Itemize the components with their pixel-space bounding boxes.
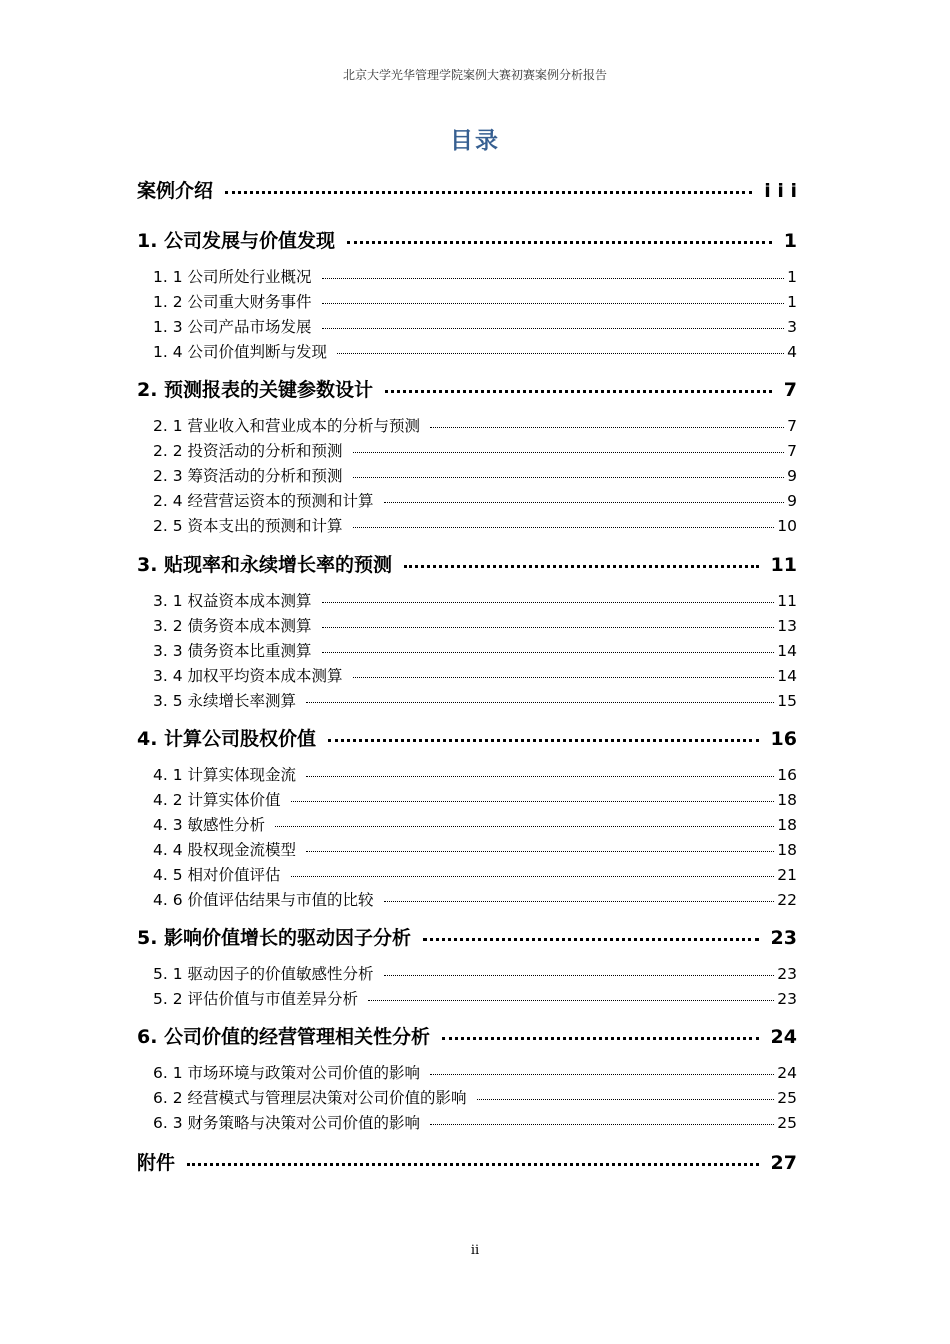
dot-leader [322, 650, 775, 653]
toc-entry-page: 9 [787, 492, 797, 510]
toc-entry-page: 18 [777, 816, 797, 834]
toc-entry-page: 22 [777, 891, 797, 909]
toc-entry-title: 5. 1 驱动因子的价值敏感性分析 [153, 965, 374, 983]
toc-entry[interactable] [137, 375, 797, 402]
toc-entry-page: 7 [787, 442, 797, 460]
toc-entry-page: 11 [770, 554, 797, 576]
toc-entry-page: 1 [783, 230, 797, 252]
toc-entry-title: 3. 3 债务资本比重测算 [153, 642, 312, 660]
toc-entry-title: 4. 2 计算实体价值 [153, 791, 281, 809]
toc-entry-title: 2. 2 投资活动的分析和预测 [153, 442, 343, 460]
toc-entry-page: 7 [783, 379, 797, 401]
toc-entry-page: 13 [777, 617, 797, 635]
dot-leader [328, 736, 758, 742]
toc-entry[interactable] [153, 962, 797, 984]
toc-entry[interactable] [153, 315, 797, 337]
toc-entry[interactable] [153, 439, 797, 461]
dot-leader [291, 799, 775, 802]
page-number: ii [470, 1243, 480, 1258]
toc-entry-page: 9 [787, 467, 797, 485]
toc-entry-title: 2. 4 经营营运资本的预测和计算 [153, 492, 374, 510]
toc-entry[interactable] [153, 589, 797, 611]
toc-entry-title: 1. 1 公司所处行业概况 [153, 268, 312, 286]
toc-entry-title: 2. 1 营业收入和营业成本的分析与预测 [153, 417, 421, 435]
toc-entry[interactable] [137, 1148, 797, 1175]
toc-entry-title: 1. 公司发展与价值发现 [137, 230, 336, 252]
toc-entry-page: 14 [777, 667, 797, 685]
dot-leader [347, 238, 772, 244]
dot-leader [306, 849, 774, 852]
toc-entry-page: 23 [777, 990, 797, 1008]
toc-entry-title: 2. 5 资本支出的预测和计算 [153, 517, 343, 535]
toc-entry-title: 3. 1 权益资本成本测算 [153, 592, 312, 610]
toc-entry[interactable] [153, 987, 797, 1009]
toc-entry[interactable] [153, 788, 797, 810]
toc-entry-page: 25 [777, 1089, 797, 1107]
page-title: 目录 [450, 128, 500, 154]
toc-entry[interactable] [153, 1061, 797, 1083]
dot-leader [322, 600, 775, 603]
toc-entry-page: 3 [787, 318, 797, 336]
dot-leader [430, 1122, 774, 1125]
toc-entry-page: 1 [787, 293, 797, 311]
toc-entry-title: 4. 6 价值评估结果与市值的比较 [153, 891, 374, 909]
toc-entry-title: 1. 2 公司重大财务事件 [153, 293, 312, 311]
toc-entry-title: 3. 4 加权平均资本成本测算 [153, 667, 343, 685]
toc-entry-title: 附件 [137, 1152, 176, 1174]
toc-entry[interactable] [153, 265, 797, 287]
dot-leader [442, 1034, 758, 1040]
toc-entry-title: 1. 4 公司价值判断与发现 [153, 343, 328, 361]
dot-leader [322, 326, 785, 329]
toc-entry-page: 4 [787, 343, 797, 361]
toc-entry-title: 4. 3 敏感性分析 [153, 816, 266, 834]
toc-entry[interactable] [153, 514, 797, 536]
toc-entry-page: 23 [770, 927, 797, 949]
dot-leader [306, 774, 774, 777]
toc-entry-page: 14 [777, 642, 797, 660]
dot-leader [353, 450, 785, 453]
toc-entry-page: 25 [777, 1114, 797, 1132]
toc-entry-title: 3. 5 永续增长率测算 [153, 692, 297, 710]
toc-entry[interactable] [153, 414, 797, 436]
toc-entry[interactable] [137, 176, 797, 203]
toc-entry-page: 24 [777, 1064, 797, 1082]
toc-entry-title: 6. 公司价值的经营管理相关性分析 [137, 1026, 431, 1048]
dot-leader [337, 351, 784, 354]
toc-entry[interactable] [153, 888, 797, 910]
dot-leader [404, 562, 758, 568]
toc-entry-page: 23 [777, 965, 797, 983]
toc-entry-page: 15 [777, 692, 797, 710]
toc-entry[interactable] [153, 664, 797, 686]
dot-leader [368, 998, 774, 1001]
dot-leader [353, 675, 775, 678]
toc-entry-title: 2. 预测报表的关键参数设计 [137, 379, 374, 401]
toc-entry-title: 1. 3 公司产品市场发展 [153, 318, 312, 336]
dot-leader [477, 1097, 775, 1100]
dot-leader [430, 425, 784, 428]
dot-leader [384, 973, 775, 976]
dot-leader [275, 824, 774, 827]
toc-entry-title: 3. 贴现率和永续增长率的预测 [137, 554, 393, 576]
toc-entry-title: 2. 3 筹资活动的分析和预测 [153, 467, 343, 485]
toc-entry-page: 18 [777, 791, 797, 809]
dot-leader [385, 387, 772, 393]
dot-leader [353, 475, 785, 478]
toc-entry-page: 10 [777, 517, 797, 535]
toc-entry-title: 4. 1 计算实体现金流 [153, 766, 297, 784]
dot-leader [322, 625, 775, 628]
page-header: 北京大学光华管理学院案例大赛初赛案例分析报告 [342, 68, 607, 82]
dot-leader [384, 899, 775, 902]
toc-entry-title: 5. 影响价值增长的驱动因子分析 [137, 927, 412, 949]
toc-entry-title: 案例介绍 [137, 180, 214, 202]
toc-entry-page: 7 [787, 417, 797, 435]
toc-entry[interactable] [153, 614, 797, 636]
toc-entry-page: 24 [770, 1026, 797, 1048]
toc-entry-title: 5. 2 评估价值与市值差异分析 [153, 990, 359, 1008]
toc-entry-title: 4. 计算公司股权价值 [137, 728, 317, 750]
toc-entry[interactable] [153, 1086, 797, 1108]
toc-entry-page: 27 [770, 1152, 797, 1174]
toc-entry[interactable] [153, 763, 797, 785]
toc-entry[interactable] [137, 724, 797, 751]
toc-entry[interactable] [137, 1022, 797, 1049]
toc-entry-page: 1 [787, 268, 797, 286]
toc-entry[interactable] [137, 226, 797, 253]
toc-entry[interactable] [153, 838, 797, 860]
toc-entry[interactable] [137, 550, 797, 577]
dot-leader [423, 935, 758, 941]
dot-leader [384, 500, 785, 503]
toc-entry[interactable] [153, 689, 797, 711]
toc-entry-page: 11 [777, 592, 797, 610]
toc-entry-page: 18 [777, 841, 797, 859]
toc-entry[interactable] [153, 340, 797, 362]
dot-leader [187, 1160, 759, 1166]
toc-entry[interactable] [153, 813, 797, 835]
toc-entry-page: i i i [764, 180, 797, 202]
dot-leader [291, 874, 775, 877]
toc-entry-title: 6. 3 财务策略与决策对公司价值的影响 [153, 1114, 421, 1132]
toc-entry-title: 3. 2 债务资本成本测算 [153, 617, 312, 635]
dot-leader [353, 525, 775, 528]
toc-entry[interactable] [153, 639, 797, 661]
toc-entry[interactable] [153, 863, 797, 885]
dot-leader [430, 1072, 774, 1075]
toc-entry[interactable] [153, 489, 797, 511]
dot-leader [306, 700, 774, 703]
dot-leader [225, 188, 752, 194]
dot-leader [322, 276, 785, 279]
toc-entry-title: 4. 4 股权现金流模型 [153, 841, 297, 859]
toc-entry[interactable] [153, 464, 797, 486]
toc-entry[interactable] [153, 1111, 797, 1133]
toc-entry-page: 21 [777, 866, 797, 884]
toc-entry-page: 16 [770, 728, 797, 750]
toc-entry[interactable] [137, 923, 797, 950]
toc-entry-page: 16 [777, 766, 797, 784]
toc-entry[interactable] [153, 290, 797, 312]
dot-leader [322, 301, 785, 304]
toc-entry-title: 6. 2 经营模式与管理层决策对公司价值的影响 [153, 1089, 467, 1107]
toc-entry-title: 6. 1 市场环境与政策对公司价值的影响 [153, 1064, 421, 1082]
toc-entry-title: 4. 5 相对价值评估 [153, 866, 281, 884]
